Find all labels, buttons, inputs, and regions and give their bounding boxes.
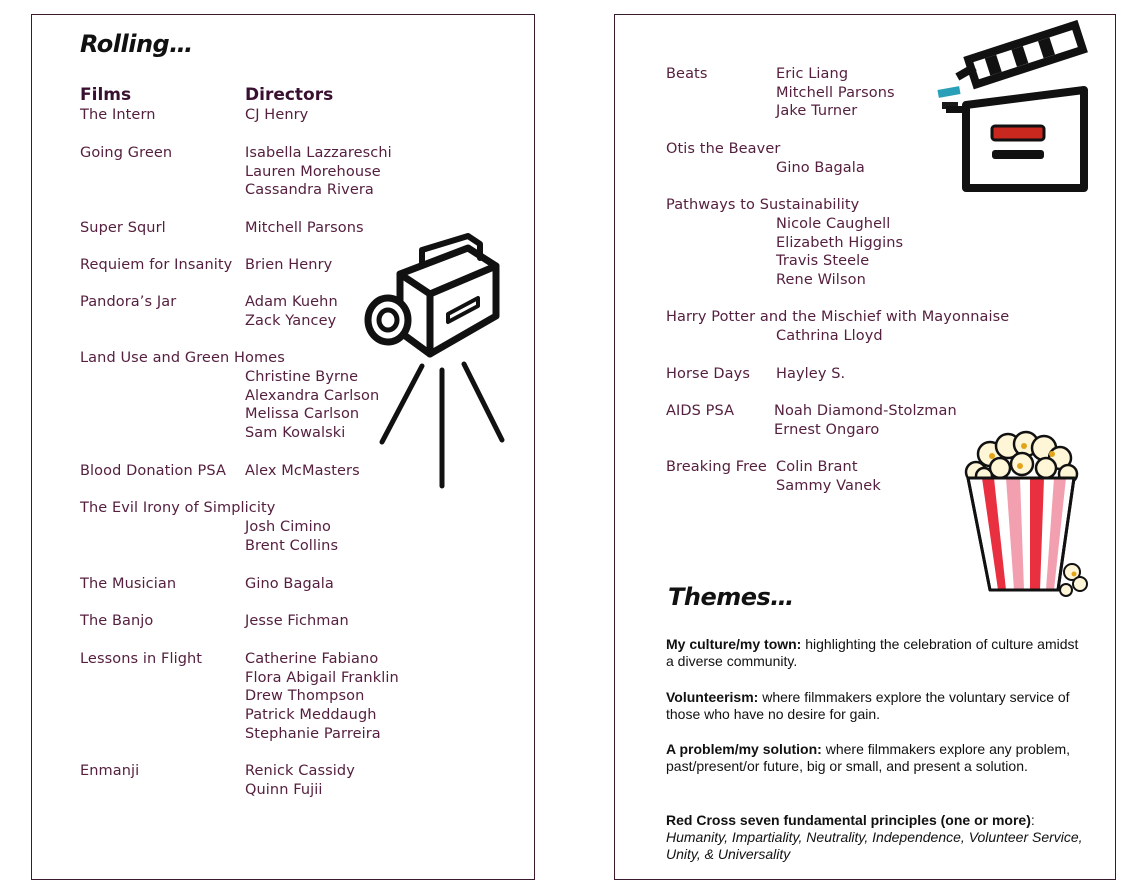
directors-header: Directors (245, 85, 334, 105)
theme-description: where filmmakers explore the voluntary service of those who have no desire for gain. (666, 689, 1070, 722)
theme-description: : (1030, 812, 1035, 828)
film-title: The Evil Irony of Simplicity (80, 500, 276, 516)
theme-title: A problem/my solution: (666, 741, 822, 757)
rolling-heading: Rolling… (80, 30, 193, 58)
director-list (774, 402, 957, 439)
film-title: Lessons in Flight (80, 651, 203, 667)
film-title: Going Green (80, 145, 173, 161)
director-name: Melissa Carlson (245, 406, 360, 423)
theme-item (666, 636, 1086, 670)
film-title: Otis the Beaver (666, 141, 781, 157)
director-name: Rene Wilson (776, 272, 866, 289)
film-title: AIDS PSA (666, 403, 735, 419)
director-name: Zack Yancey (245, 312, 337, 329)
director-name: Colin Brant (776, 459, 858, 475)
director-name: CJ Henry (245, 107, 309, 123)
director-name: Alexandra Carlson (245, 387, 380, 404)
director-list (776, 458, 881, 495)
director-name: Lauren Morehouse (245, 163, 381, 180)
director-list (245, 612, 349, 631)
theme-principles: Humanity, Impartiality, Neutrality, Independence, Volunteer Service, Unity, & Universality (666, 829, 1083, 862)
film-title: Horse Days (666, 366, 751, 382)
film-title: Pandora’s Jar (80, 294, 177, 310)
director-name: Gino Bagala (245, 576, 334, 592)
director-list (245, 518, 338, 555)
theme-title: My culture/my town: (666, 636, 802, 652)
film-title: The Banjo (80, 613, 154, 629)
director-name: Brent Collins (245, 537, 339, 554)
theme-item (666, 689, 1086, 723)
director-name: Jake Turner (776, 103, 858, 120)
director-name: Adam Kuehn (245, 294, 338, 310)
movie-camera-icon (360, 236, 510, 491)
film-title: Harry Potter and the Mischief with Mayonnaise (666, 309, 1010, 325)
director-name: Patrick Meddaugh (245, 707, 377, 724)
film-title: The Musician (80, 576, 177, 592)
director-list (245, 293, 338, 330)
director-list (776, 327, 883, 346)
director-list (776, 215, 903, 290)
director-name: Hayley S. (776, 366, 846, 382)
theme-item (666, 741, 1086, 775)
director-name: Eric Liang (776, 66, 849, 82)
film-title: Pathways to Sustainability (666, 197, 860, 213)
film-title: Requiem for Insanity (80, 257, 233, 273)
films-header: Films (80, 85, 132, 105)
director-name: Isabella Lazzareschi (245, 145, 392, 161)
director-list (245, 256, 332, 275)
director-name: Flora Abigail Franklin (245, 669, 399, 686)
director-name: Travis Steele (776, 253, 870, 270)
director-name: Quinn Fujii (245, 781, 323, 798)
director-name: Jesse Fichman (245, 613, 349, 629)
themes-heading: Themes… (668, 583, 794, 611)
director-name: Cathrina Lloyd (776, 328, 883, 344)
director-name: Stephanie Parreira (245, 725, 381, 742)
director-name: Nicole Caughell (776, 216, 891, 232)
theme-title: Red Cross seven fundamental principles (one or more) (666, 812, 1031, 828)
clapperboard-icon (936, 40, 1088, 190)
director-list (245, 106, 308, 125)
director-name: Mitchell Parsons (245, 220, 364, 236)
film-title: Beats (666, 66, 708, 82)
director-list (245, 650, 399, 743)
theme-item (666, 812, 1086, 863)
director-name: Brien Henry (245, 257, 333, 273)
film-title: Breaking Free (666, 459, 767, 475)
director-list (776, 365, 845, 384)
director-list (245, 462, 360, 481)
director-name: Christine Byrne (245, 369, 359, 385)
director-list (245, 144, 392, 200)
director-list (245, 219, 364, 238)
theme-title: Volunteerism: (666, 689, 759, 705)
director-name: Renick Cassidy (245, 763, 355, 779)
director-name: Ernest Ongaro (774, 421, 880, 438)
director-list (245, 575, 334, 594)
popcorn-icon (962, 432, 1090, 604)
theme-description: highlighting the celebration of culture amidst a diverse community. (666, 636, 1079, 669)
director-name: Sam Kowalski (245, 425, 346, 442)
film-title: Super Squrl (80, 220, 166, 236)
director-name: Drew Thompson (245, 688, 365, 705)
film-title: The Intern (80, 107, 156, 123)
director-list (776, 65, 895, 121)
director-name: Catherine Fabiano (245, 651, 379, 667)
director-name: Mitchell Parsons (776, 84, 895, 101)
director-list (245, 762, 355, 799)
director-list (776, 159, 865, 178)
film-title: Land Use and Green Homes (80, 350, 285, 366)
film-title: Enmanji (80, 763, 140, 779)
theme-description: where filmmakers explore any problem, past/present/or future, big or small, and present a solution. (666, 741, 1071, 774)
director-name: Elizabeth Higgins (776, 234, 904, 251)
director-name: Noah Diamond-Stolzman (774, 403, 957, 419)
director-name: Gino Bagala (776, 160, 865, 176)
director-name: Cassandra Rivera (245, 182, 374, 199)
director-name: Sammy Vanek (776, 477, 881, 494)
director-name: Alex McMasters (245, 463, 360, 479)
director-name: Josh Cimino (245, 519, 331, 535)
film-title: Blood Donation PSA (80, 463, 226, 479)
